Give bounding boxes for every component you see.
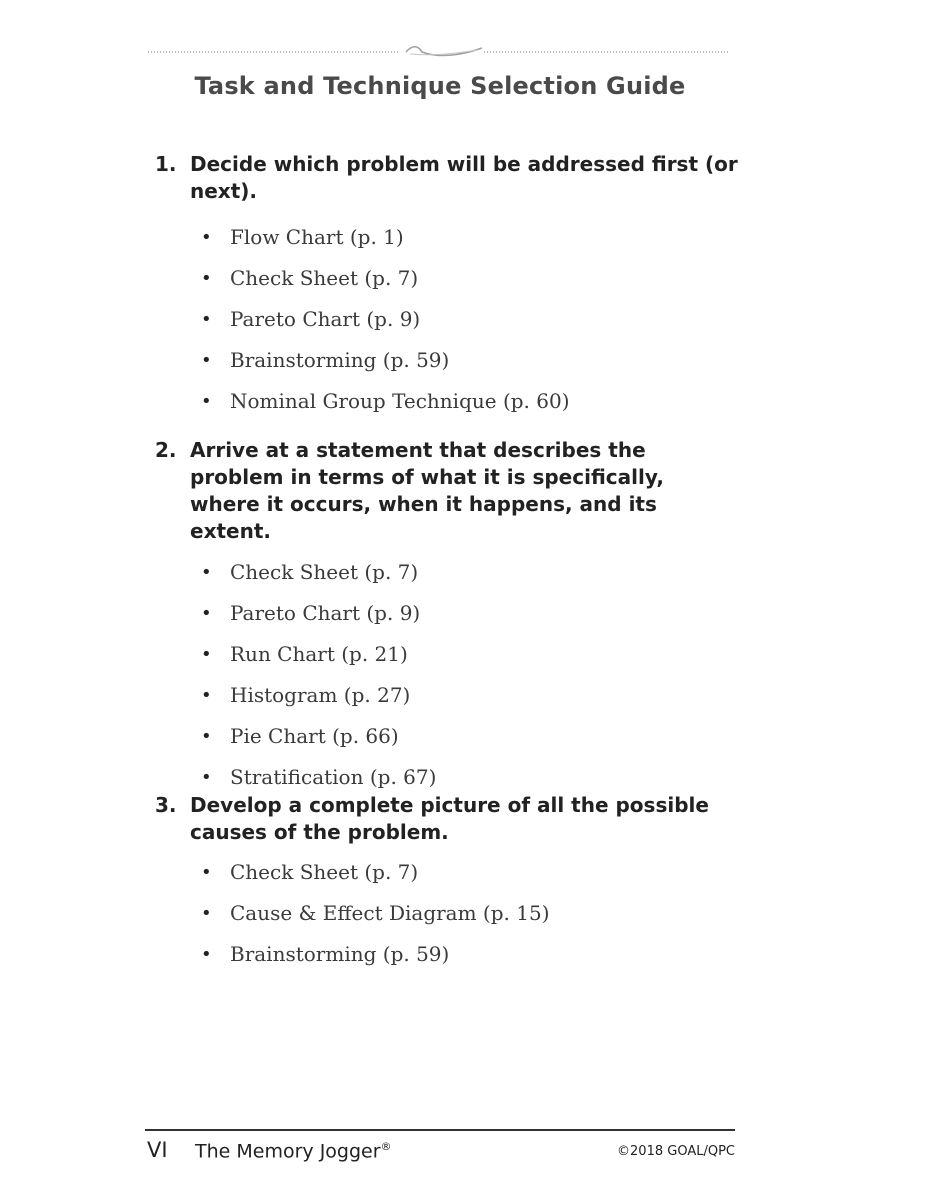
section-heading-text: Decide which problem will be addressed first (or next). [190, 152, 738, 203]
bullet-icon: • [201, 862, 212, 883]
section-heading-text: Develop a complete picture of all the possible causes of the problem. [190, 793, 709, 844]
technique-label: Histogram (p. 27) [230, 683, 411, 707]
page-footer [145, 1136, 735, 1166]
bullet-icon: • [201, 391, 212, 412]
section-heading [155, 792, 740, 846]
bullet-icon: • [201, 562, 212, 583]
page-title: Task and Technique Selection Guide [194, 72, 686, 100]
section-number: 3. [155, 793, 177, 817]
list-item [155, 934, 740, 975]
list-item [155, 552, 740, 593]
list-item [155, 716, 740, 757]
bullet-icon: • [201, 767, 212, 788]
list-item [155, 675, 740, 716]
technique-label: Flow Chart (p. 1) [230, 225, 404, 249]
technique-label: Brainstorming (p. 59) [230, 348, 450, 372]
section-number: 1. [155, 152, 177, 176]
bullet-icon: • [201, 268, 212, 289]
technique-label: Pareto Chart (p. 9) [230, 307, 421, 331]
section-2 [155, 437, 740, 798]
page-number: VI [147, 1138, 168, 1162]
bullet-icon: • [201, 685, 212, 706]
technique-label: Pie Chart (p. 66) [230, 724, 399, 748]
technique-label: Stratification (p. 67) [230, 765, 437, 789]
technique-list [155, 852, 740, 975]
list-item [155, 340, 740, 381]
section-heading [155, 437, 740, 545]
section-1 [155, 151, 740, 422]
technique-list [155, 552, 740, 798]
copyright-notice: ©2018 GOAL/QPC [617, 1144, 735, 1159]
section-heading [155, 151, 740, 205]
registered-mark: ® [380, 1140, 392, 1153]
list-item [155, 217, 740, 258]
technique-label: Brainstorming (p. 59) [230, 942, 450, 966]
book-title-text: The Memory Jogger [195, 1140, 381, 1163]
bullet-icon: • [201, 903, 212, 924]
bullet-icon: • [201, 726, 212, 747]
section-heading-text: Arrive at a statement that describes the problem in terms of what it is specifically, where it occurs, when it happens, and its extent. [190, 438, 664, 543]
bullet-icon: • [201, 644, 212, 665]
bullet-icon: • [201, 350, 212, 371]
section-3 [155, 792, 740, 975]
list-item [155, 381, 740, 422]
technique-list [155, 217, 740, 422]
bullet-icon: • [201, 227, 212, 248]
list-item [155, 852, 740, 893]
footer-rule [145, 1129, 735, 1131]
list-item [155, 634, 740, 675]
book-title [195, 1140, 392, 1162]
list-item [155, 893, 740, 934]
technique-label: Check Sheet (p. 7) [230, 266, 419, 290]
bullet-icon: • [201, 603, 212, 624]
list-item [155, 593, 740, 634]
technique-label: Cause & Effect Diagram (p. 15) [230, 901, 550, 925]
section-number: 2. [155, 438, 177, 462]
technique-label: Check Sheet (p. 7) [230, 860, 419, 884]
bullet-icon: • [201, 309, 212, 330]
technique-label: Nominal Group Technique (p. 60) [230, 389, 570, 413]
list-item [155, 258, 740, 299]
top-ornament [148, 42, 730, 62]
bullet-icon: • [201, 944, 212, 965]
list-item [155, 299, 740, 340]
technique-label: Check Sheet (p. 7) [230, 560, 419, 584]
technique-label: Run Chart (p. 21) [230, 642, 408, 666]
technique-label: Pareto Chart (p. 9) [230, 601, 421, 625]
